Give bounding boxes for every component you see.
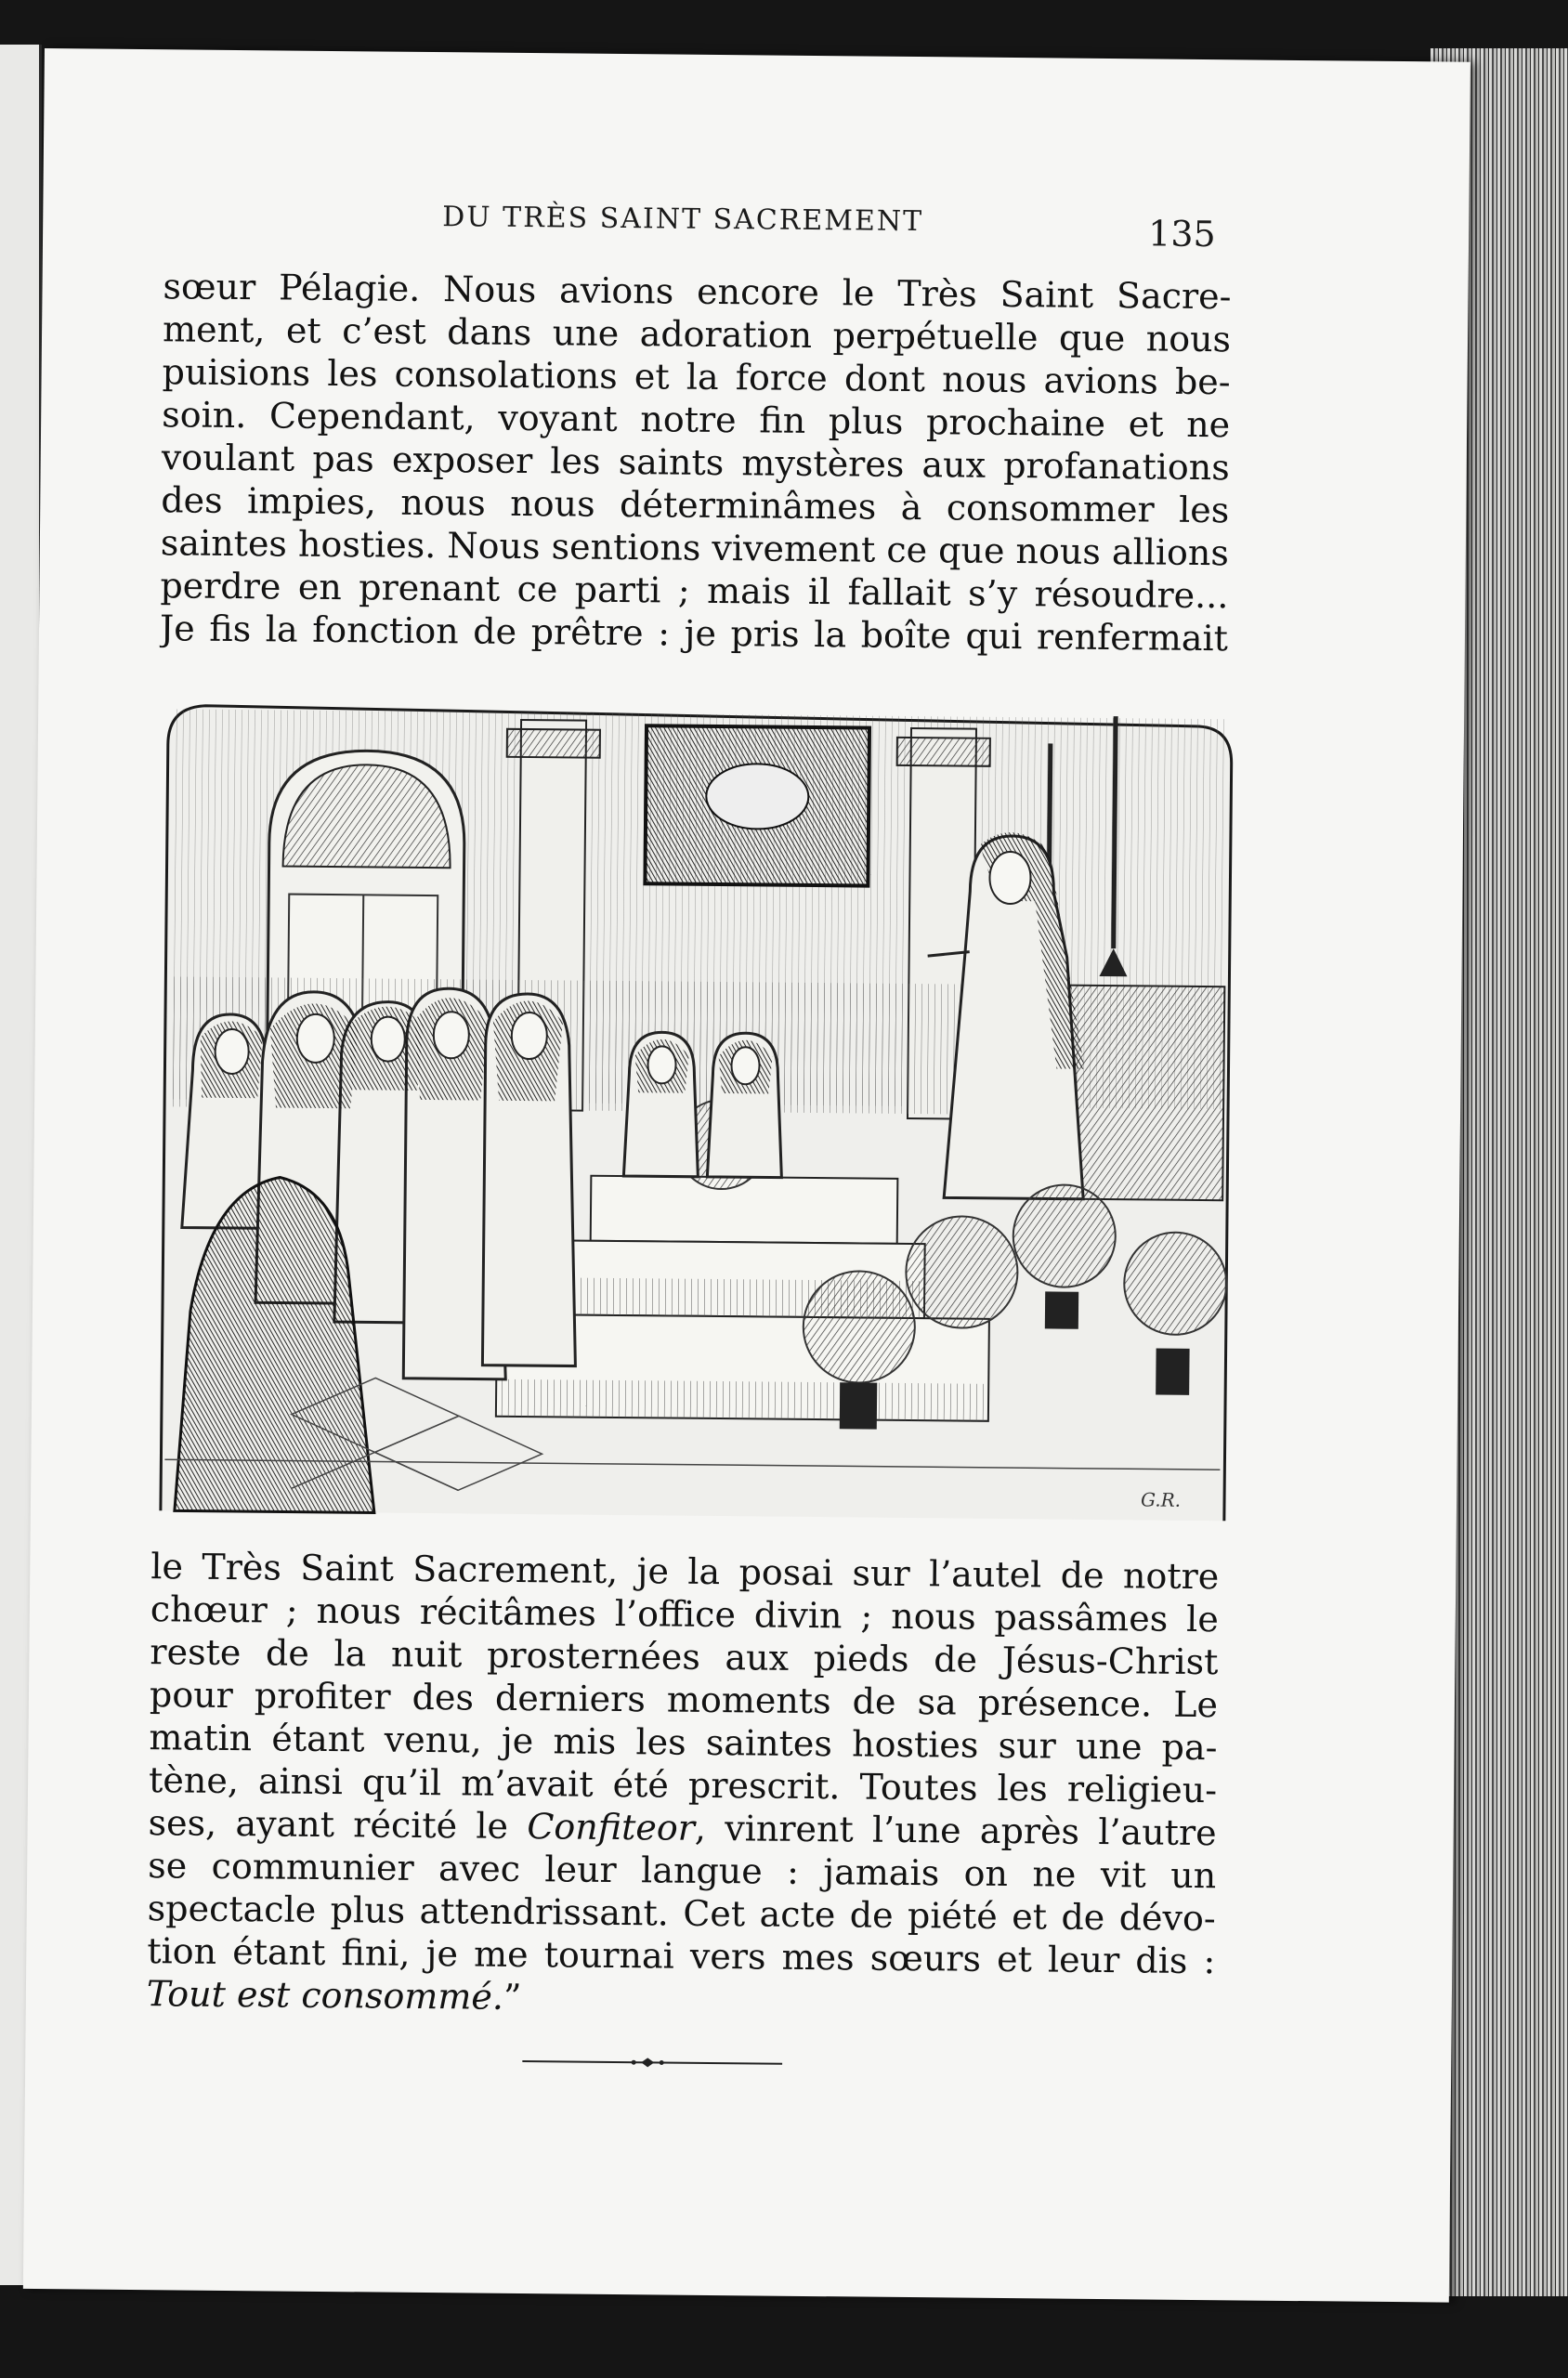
page-number: 135 [1147, 213, 1216, 255]
text-line: saintes hosties. Nous sentions vivement ce que nous allions [160, 522, 1230, 574]
running-head [43, 197, 1470, 267]
confiteor-italic: Confiteor [527, 1806, 696, 1849]
final-italic: Tout est consommé. [146, 1973, 504, 2018]
text-line: matin étant venu, je mis les saintes hosties sur une pa- [149, 1717, 1218, 1769]
text-line: tion étant fini, je me tournai vers mes sœurs et leur dis : [147, 1930, 1216, 1982]
text-line: le Très Saint Sacrement, je la posai sur l’autel de notre [150, 1546, 1220, 1598]
text-line: pour profiter des derniers moments de sa présence. Le [149, 1674, 1219, 1726]
book-page [23, 48, 1470, 2303]
text-line: se communier avec leur langue : jamais on ne vit un [148, 1845, 1217, 1897]
final-quote: ” [503, 1976, 522, 2019]
text-line: perdre en prenant ce parti ; mais il fallait s’y résoudre... [160, 565, 1229, 617]
text-line: puisions les consolations et la force dont nous avions be- [162, 351, 1231, 403]
text-line: des impies, nous nous déterminâmes à consommer les [161, 479, 1230, 531]
text-line: sœur Pélagie. Nous avions encore le Très Saint Sacre- [163, 266, 1232, 318]
text-line: reste de la nuit prosternées aux pieds de Jésus-Christ [150, 1631, 1219, 1683]
paragraph-top [160, 265, 1232, 660]
engraving-illustration [124, 670, 1237, 1525]
text-line: ment, et c’est dans une adoration perpétuelle que nous [162, 308, 1232, 360]
paragraph-bottom [147, 1545, 1220, 2025]
text-line: spectacle plus attendrissant. Cet acte de piété et de dévo- [147, 1888, 1216, 1940]
text-line: Je fis la fonction de prêtre : je pris la boîte qui renfermait [159, 608, 1229, 660]
text-line: chœur ; nous récitâmes l’office divin ; nous passâmes le [150, 1588, 1220, 1640]
text-line: soin. Cependant, voyant notre fin plus prochaine et ne [162, 394, 1231, 446]
confiteor-after: , vinrent l’une après l’autre [694, 1807, 1217, 1854]
text-line: tène, ainsi qu’il m’avait été prescrit. Toutes les religieu- [148, 1759, 1218, 1811]
confiteor-before: ses, ayant récité le [148, 1802, 528, 1848]
running-head-title: DU TRÈS SAINT SACREMENT [442, 201, 924, 239]
illustration-signature: G.R. [1140, 1488, 1182, 1511]
text-line: voulant pas exposer les saints mystères aux profanations [161, 437, 1230, 489]
end-ornament-rule [522, 2052, 782, 2073]
